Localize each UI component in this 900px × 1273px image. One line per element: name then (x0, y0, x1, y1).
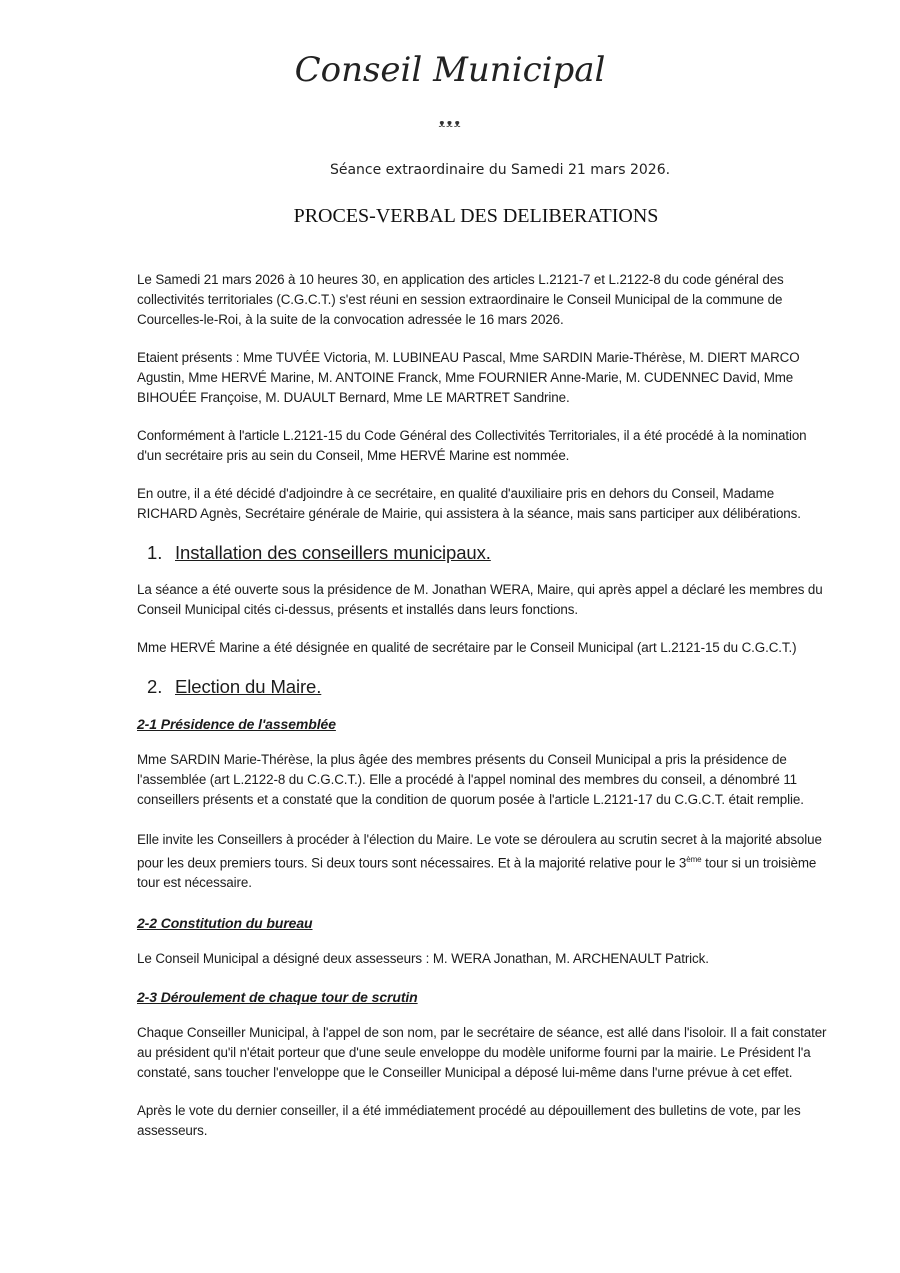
subsection-2-1-title: 2-1 Présidence de l'assemblée (137, 716, 336, 732)
subsection-2-2-paragraph: Le Conseil Municipal a désigné deux assesseurs : M. WERA Jonathan, M. ARCHENAULT Patrick. (137, 951, 709, 967)
title-ornament: ᴥᴥᴥ (438, 118, 462, 130)
auxiliary-paragraph: En outre, il a été décidé d'adjoindre à ce secrétaire, en qualité d'auxiliaire pris en dehors du Conseil, Madame RICHARD Agnès, Secrétaire générale de Mairie, qui assistera à la séance, mais sans participer aux délibérations. (137, 486, 801, 521)
section-2-number: 2. (147, 676, 163, 697)
section-1-heading (147, 542, 827, 564)
document-title: Conseil Municipal (294, 50, 606, 90)
section-1-paragraph-2: Mme HERVÉ Marine a été désignée en qualité de secrétaire par le Conseil Municipal (art L.2121-15 du C.G.C.T.) (137, 640, 797, 655)
section-1-title: Installation des conseillers municipaux. (175, 542, 491, 563)
subsection-2-1-paragraph-1: Mme SARDIN Marie-Thérèse, la plus âgée des membres présents du Conseil Municipal a pris la présidence de l'assemblée (art L.2122-8 du C.G.C.T.). Elle a procédé à l'appel nominal des membres du conseil, a dénombré 11 conseillers présents et a constaté que la condition de quorum posée à l'article L.2121-17 du C.G.C.T. était remplie. (137, 752, 804, 807)
vote-rules-text: Elle invite les Conseillers à procéder à l'élection du Maire. Le vote se déroulera au scrutin secret à la majorité absolue pour les deux premiers tours. Si deux tours sont nécessaires. Et à la majorité relative pour le 3 (137, 832, 822, 871)
vote-rules-text-end: tour si un troisième tour est nécessaire. (137, 855, 817, 891)
document-body (137, 270, 827, 1159)
subsection-2-3-title: 2-3 Déroulement de chaque tour de scrutin (137, 989, 418, 1006)
ordinal-superscript: ème (686, 855, 702, 864)
subsection-2-2-title: 2-2 Constitution du bureau (137, 915, 313, 932)
subsection-2-3-paragraph-1: Chaque Conseiller Municipal, à l'appel de son nom, par le secrétaire de séance, est allé dans l'isoloir. Il a fait constater au président qu'il n'était porteur que d'une seule enveloppe du modèle uniforme fourni par la mairie. Le Président l'a constaté, sans toucher l'enveloppe que le Conseiller Municipal a déposé lui-même dans l'urne prévue à cet effet. (137, 1025, 827, 1081)
subsection-2-1-paragraph-2 (137, 830, 827, 893)
subsection-2-3-paragraph-2: Après le vote du dernier conseiller, il a été immédiatement procédé au dépouillement des bulletins de vote, par les assesseurs. (137, 1103, 801, 1139)
secretary-paragraph: Conformément à l'article L.2121-15 du Code Général des Collectivités Territoriales, il a été procédé à la nomination d'un secrétaire pris au sein du Conseil, Mme HERVÉ Marine est nommée. (137, 428, 807, 463)
minutes-title: PROCES-VERBAL DES DELIBERATIONS (293, 205, 659, 227)
section-2-heading (147, 676, 827, 698)
session-date: Séance extraordinaire du Samedi 21 mars 2026. (329, 162, 671, 178)
intro-paragraph-1: Le Samedi 21 mars 2026 à 10 heures 30, en application des articles L.2121-7 et L.2122-8 du code général des collectivités territoriales (C.G.C.T.) s'est réuni en session extraordinaire le Conseil Municipal de la commune de Courcelles-le-Roi, à la suite de la convocation adressée le 16 mars 2026. (137, 272, 784, 327)
section-1-paragraph-1: La séance a été ouverte sous la présidence de M. Jonathan WERA, Maire, qui après appel a déclaré les membres du Conseil Municipal cités ci-dessus, présents et installés dans leurs fonctions. (137, 582, 823, 617)
section-1-number: 1. (147, 542, 163, 563)
section-2-title: Election du Maire. (175, 676, 322, 697)
attendees-paragraph: Etaient présents : Mme TUVÉE Victoria, M. LUBINEAU Pascal, Mme SARDIN Marie-Thérèse, M. DIERT MARCO Agustin, Mme HERVÉ Marine, M. ANTOINE Franck, Mme FOURNIER Anne-Marie, M. CUDENNEC David, Mme BIHOUÉE Françoise, M. DUAULT Bernard, Mme LE MARTRET Sandrine. (137, 350, 800, 405)
